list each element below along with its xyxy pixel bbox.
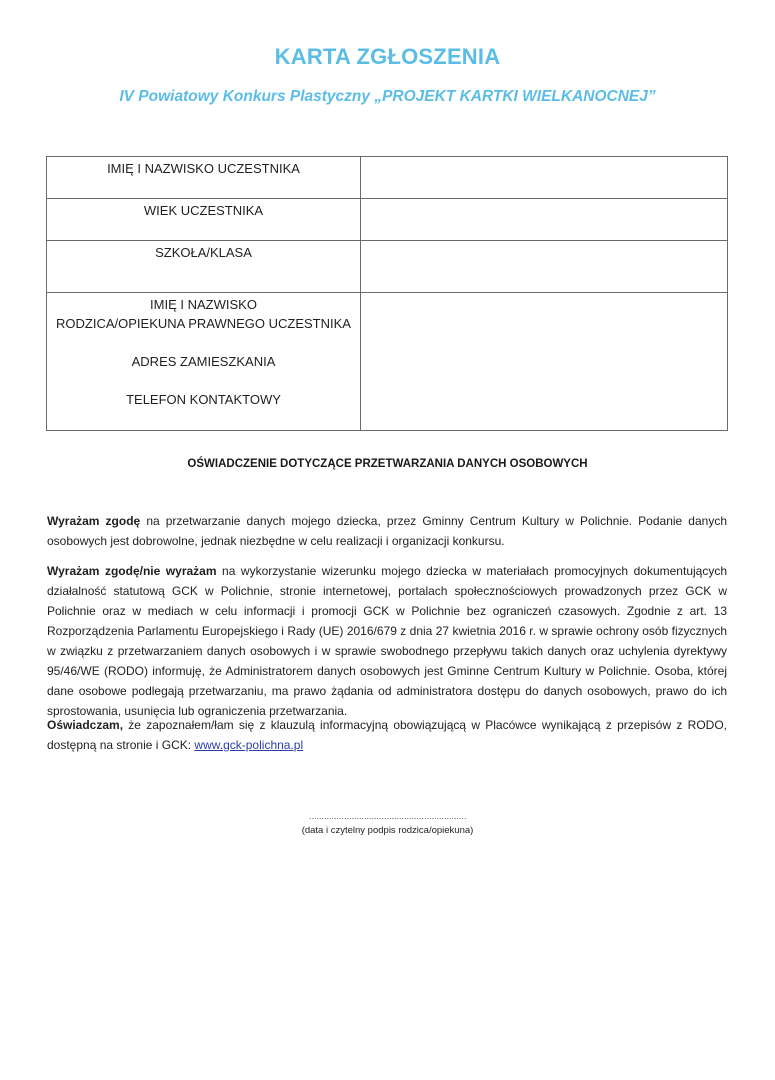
guardian-info-labels (47, 293, 360, 409)
participant-name-field[interactable] (361, 157, 728, 199)
document-title: KARTA ZGŁOSZENIA (274, 44, 501, 69)
consent-body-text: na przetwarzanie danych mojego dziecka, przez Gminny Centrum Kultury w Polichnie. Podanie danych osobowych jest dobrowolne, jednak niezbędne w celu realizacji i organizacji konkursu. (47, 514, 728, 548)
guardian-role-label: RODZICA/OPIEKUNA PRAWNEGO UCZESTNIKA (56, 316, 351, 331)
form-row-participant-age (47, 199, 728, 241)
participant-name-label: IMIĘ I NAZWISKO UCZESTNIKA (107, 161, 300, 176)
declaration-heading: OŚWIADCZENIE DOTYCZĄCE PRZETWARZANIA DANYCH OSOBOWYCH (187, 458, 588, 470)
registration-form-table (46, 156, 728, 431)
consent-bold-text: Wyrażam zgodę (47, 514, 141, 528)
data-processing-consent-paragraph (47, 511, 727, 551)
gck-website-link[interactable]: www.gck-polichna.pl (194, 738, 304, 752)
image-consent-bold-text: Wyrażam zgodę/nie wyrażam (47, 564, 217, 578)
signature-caption: (data i czytelny podpis rodzica/opiekuna) (301, 825, 474, 836)
form-label-cell (47, 241, 361, 293)
statement-bold-text: Oświadczam, (47, 718, 124, 732)
form-row-participant-name (47, 157, 728, 199)
participant-age-field[interactable] (361, 199, 728, 241)
rodo-statement-paragraph (47, 715, 727, 755)
signature-block (0, 812, 775, 836)
phone-label: TELEFON KONTAKTOWY (126, 392, 281, 407)
guardian-name-label: IMIĘ I NAZWISKO (150, 297, 257, 312)
image-consent-body-text: na wykorzystanie wizerunku mojego dziecka w materiałach promocyjnych dokumentujących działalność statutową GCK w Polichnie, stronie internetowej, portalach społecznościowych prowadzonych przez GCK w Polichnie oraz w mediach w celu informacji i promocji GCK w Polichnie bez ograniczeń czasowych. Zgodnie z art. 13 Rozporządzenia Parlamentu Europejskiego i Rady (UE) 2016/679 z dnia 27 kwietnia 2016 r. w sprawie ochrony osób fizycznych w związku z przetwarzaniem danych osobowych i w sprawie swobodnego przepływu takich danych oraz uchylenia dyrektywy 95/46/WE (RODO) informuję, że Administratorem danych osobowych jest Gminne Centrum Kultury w Polichnie. Osoba, której dane osobowe podlegają przetwarzaniu, ma prawo żądania od administratora dostępu do danych osobowych, prawo do ich sprostowania, usunięcia lub ograniczenia przetwarzania. (47, 564, 728, 718)
form-row-guardian-info (47, 293, 728, 431)
address-label: ADRES ZAMIESZKANIA (131, 354, 276, 369)
statement-body-text: że zapoznałem/łam się z klauzulą informacyjną obowiązującą w Placówce wynikającą z przepisów z RODO, dostępną na stronie i GCK: (47, 718, 727, 752)
form-label-cell (47, 157, 361, 199)
form-label-cell (47, 199, 361, 241)
form-row-school-class (47, 241, 728, 293)
signature-line: ……………………………………………………… (308, 812, 467, 821)
participant-age-label: WIEK UCZESTNIKA (143, 203, 264, 218)
form-label-cell (47, 293, 361, 431)
document-subtitle: IV Powiatowy Konkurs Plastyczny „PROJEKT KARTKI WIELKANOCNEJ” (119, 88, 656, 105)
image-consent-paragraph (47, 561, 727, 721)
school-class-label: SZKOŁA/KLASA (155, 245, 252, 260)
guardian-info-field[interactable] (361, 293, 728, 431)
school-class-field[interactable] (361, 241, 728, 293)
